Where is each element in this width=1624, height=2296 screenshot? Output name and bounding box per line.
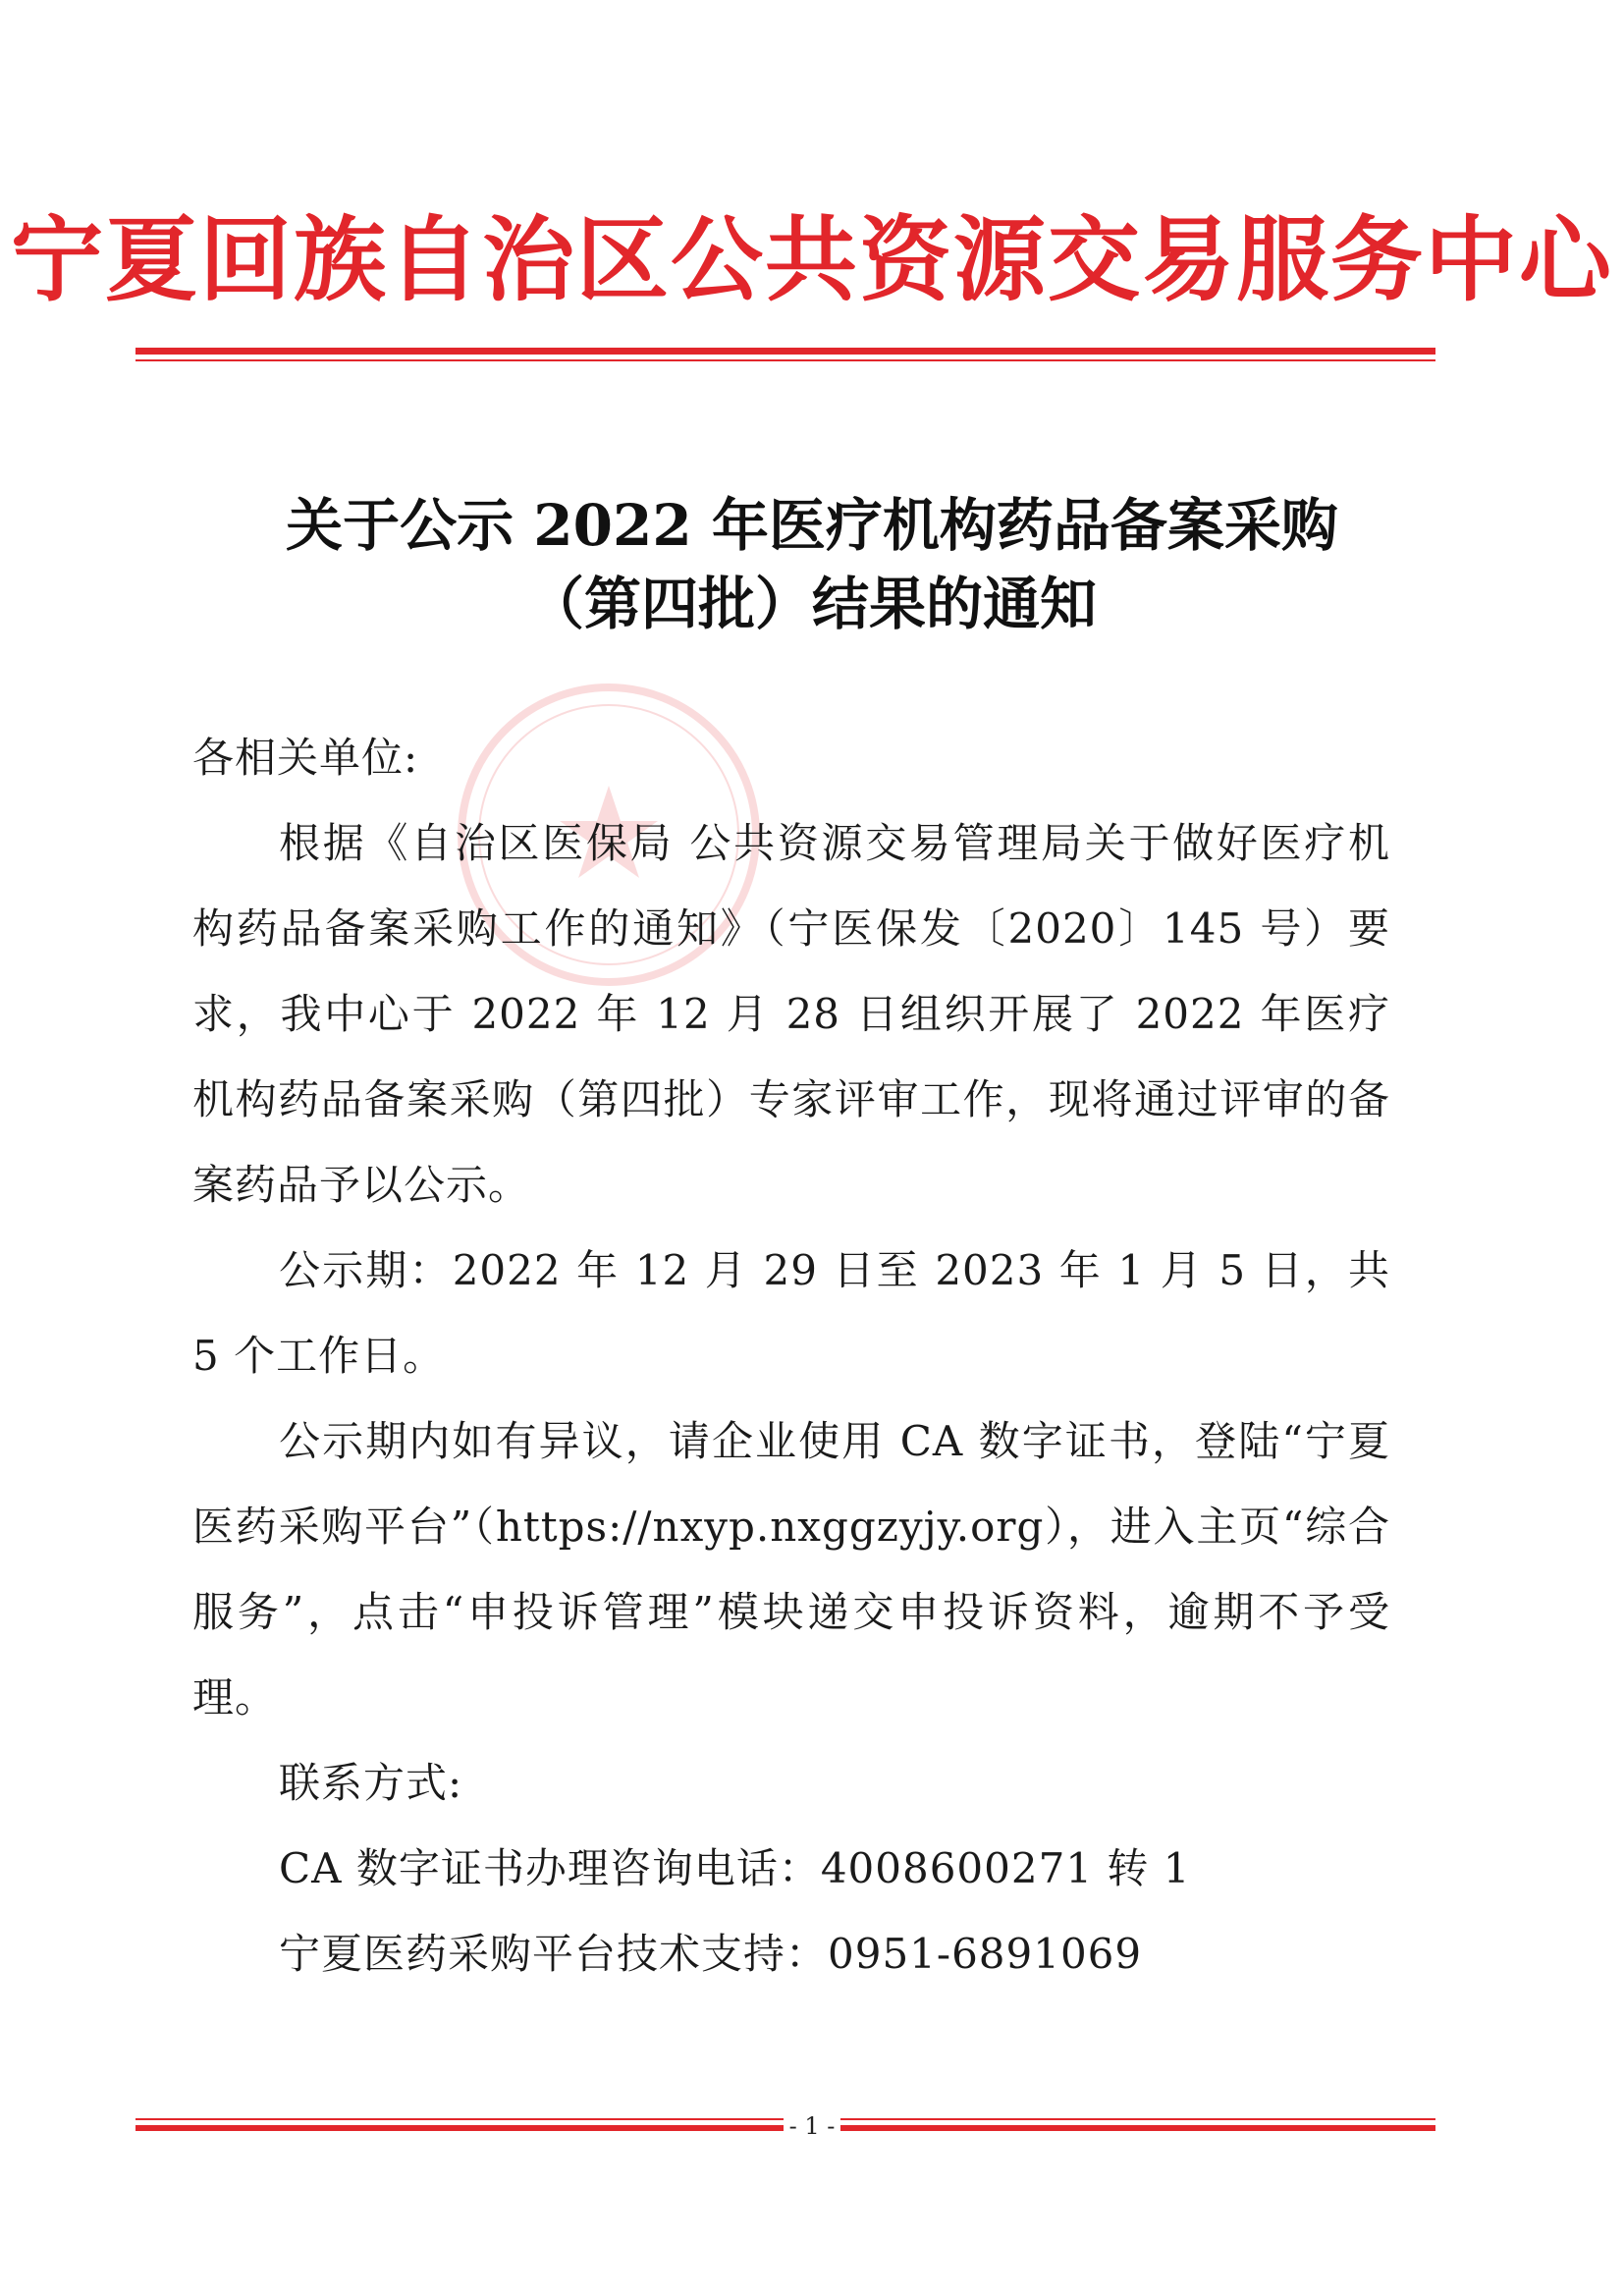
notice-title-line-2: （第四批）结果的通知 [526,571,1097,637]
paragraph-publicity-period: 公示期：2022 年 12 月 29 日至 2023 年 1 月 5 日，共 5 个工作日。 [192,1246,1390,1380]
letterhead-rule-thick [135,348,1435,355]
page-number-text: - 1 - [784,2112,841,2140]
contact-heading: 联系方式: [279,1759,463,1807]
contact-tech-support: 宁夏医药采购平台技术支持：0951-6891069 [279,1930,1143,1978]
contact-ca-phone: CA 数字证书办理咨询电话：4008600271 转 1 [279,1844,1191,1892]
notice-title-line-1: 关于公示 2022 年医疗机构药品备案采购 [286,492,1338,559]
page-number [0,2111,1624,2141]
paragraph-basis: 根据《自治区医保局 公共资源交易管理局关于做好医疗机构药品备案采购工作的通知》（宁医保发〔2020〕145 号）要求，我中心于 2022 年 12 月 28 日组织开展了 2022 年医疗机构药品备案采购（第四批）专家评审工作，现将通过评审的备案药品予以公示。 [192,819,1390,1209]
org-letterhead-title: 宁夏回族自治区公共资源交易服务中心 [10,206,1613,314]
letterhead-rule-thin [135,359,1435,361]
paragraph-objection: 公示期内如有异议，请企业使用 CA 数字证书，登陆“宁夏医药采购平台”（https://nxyp.nxggzyjy.org），进入主页“综合服务”，点击“申投诉管理”模块递交申投诉资料，逾期不予受理。 [192,1417,1390,1722]
salutation: 各相关单位: [192,734,419,782]
